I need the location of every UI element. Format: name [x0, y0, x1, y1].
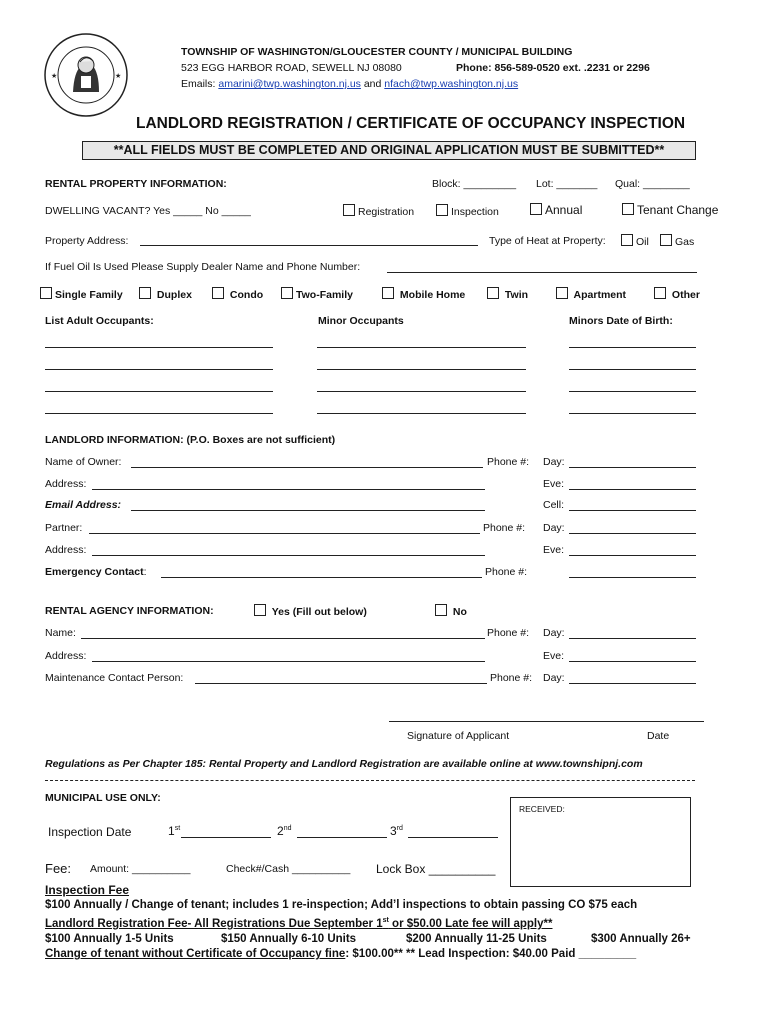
dwelling-vacant-field[interactable]: DWELLING VACANT? Yes _____ No _____ — [45, 205, 251, 217]
inspection-date-3-input[interactable] — [408, 837, 498, 838]
maintenance-day-label: Day: — [543, 672, 565, 684]
agency-yes-option[interactable]: Yes (Fill out below) — [254, 604, 367, 618]
partner-phone-label: Phone #: — [483, 522, 526, 534]
agency-address-label: Address: — [45, 650, 87, 662]
fee-tier-4: $300 Annually 26+ — [591, 933, 691, 945]
duplex-checkbox[interactable] — [139, 287, 151, 299]
owner-name-input[interactable] — [131, 467, 483, 468]
agency-no-checkbox[interactable] — [435, 604, 447, 616]
property-address-input[interactable] — [140, 245, 478, 246]
agency-eve-label: Eve: — [543, 650, 565, 662]
date-label: Date — [647, 730, 670, 742]
tenant-change-option[interactable]: Tenant Change — [622, 203, 718, 217]
fee-tier-1: $100 Annually 1-5 Units — [45, 933, 174, 945]
property-address-label: Property Address: — [45, 235, 129, 247]
type-condo[interactable]: Condo — [212, 287, 263, 301]
email-input[interactable] — [131, 510, 485, 511]
adult-occupants-label: List Adult Occupants: — [45, 315, 154, 327]
emergency-contact-input[interactable] — [161, 577, 482, 578]
township-seal — [43, 32, 129, 118]
svg-text:★: ★ — [115, 73, 122, 80]
fee-label: Fee: — [45, 861, 72, 876]
minor-occupant-input[interactable] — [317, 347, 526, 348]
inspection-date-2[interactable]: 2nd — [277, 824, 292, 838]
owner-address-label: Address: — [45, 478, 87, 490]
check-cash-field[interactable]: Check#/Cash __________ — [226, 863, 351, 875]
two-family-checkbox[interactable] — [281, 287, 293, 299]
type-mobile-home[interactable]: Mobile Home — [382, 287, 465, 301]
type-apartment[interactable]: Apartment — [556, 287, 626, 301]
type-of-heat-label: Type of Heat at Property: — [489, 235, 606, 247]
municipal-use-heading: MUNICIPAL USE ONLY: — [45, 792, 161, 804]
lot-field[interactable]: Lot: _______ — [536, 178, 598, 190]
other-checkbox[interactable] — [654, 287, 666, 299]
owner-cell-label: Cell: — [543, 499, 565, 511]
partner-eve-label: Eve: — [543, 544, 565, 556]
minor-occupant-input[interactable] — [317, 391, 526, 392]
type-other[interactable]: Other — [654, 287, 700, 301]
partner-address-input[interactable] — [92, 555, 485, 556]
adult-occupant-input[interactable] — [45, 369, 273, 370]
owner-day-phone-input[interactable] — [569, 467, 696, 468]
header-phone: Phone: 856-589-0520 ext. .2231 or 2296 — [456, 62, 650, 74]
minor-dob-label: Minors Date of Birth: — [569, 315, 673, 327]
received-label: RECEIVED: — [519, 804, 565, 814]
rental-agency-heading: RENTAL AGENCY INFORMATION: — [45, 605, 214, 617]
mobile-home-checkbox[interactable] — [382, 287, 394, 299]
annual-checkbox[interactable] — [530, 203, 542, 215]
emergency-phone-label: Phone #: — [485, 566, 528, 578]
lock-box-field[interactable]: Lock Box __________ — [376, 862, 496, 876]
oil-checkbox[interactable] — [621, 234, 633, 246]
owner-eve-phone-input[interactable] — [569, 489, 696, 490]
svg-text:★: ★ — [51, 73, 58, 80]
emergency-phone-input[interactable] — [569, 577, 696, 578]
partner-label: Partner: — [45, 522, 83, 534]
minor-occupants-label: Minor Occupants — [318, 315, 404, 327]
registration-fee-line: Landlord Registration Fee- All Registrations Due September 1st or $50.00 Late fee will apply** — [45, 917, 553, 930]
banner: **ALL FIELDS MUST BE COMPLETED AND ORIGINAL APPLICATION MUST BE SUBMITTED** — [82, 141, 696, 160]
agency-name-input[interactable] — [81, 638, 485, 639]
minor-occupant-input[interactable] — [317, 413, 526, 414]
type-duplex[interactable]: Duplex — [139, 287, 192, 301]
maintenance-day-phone-input[interactable] — [569, 683, 696, 684]
minor-dob-input[interactable] — [569, 347, 696, 348]
annual-option[interactable]: Annual — [530, 203, 582, 217]
maintenance-contact-input[interactable] — [195, 683, 487, 684]
adult-occupant-input[interactable] — [45, 391, 273, 392]
single-family-checkbox[interactable] — [40, 287, 52, 299]
block-field[interactable]: Block: _________ — [432, 178, 517, 190]
emergency-contact-label: Emergency Contact: — [45, 566, 147, 578]
signature-label: Signature of Applicant — [407, 730, 510, 742]
apartment-checkbox[interactable] — [556, 287, 568, 299]
minor-dob-input[interactable] — [569, 369, 696, 370]
email-label: Email Address: — [45, 499, 122, 511]
amount-field[interactable]: Amount: __________ — [90, 863, 191, 875]
minor-occupant-input[interactable] — [317, 369, 526, 370]
agency-day-phone-input[interactable] — [569, 638, 696, 639]
owner-eve-label: Eve: — [543, 478, 565, 490]
owner-address-input[interactable] — [92, 489, 485, 490]
header-line1: TOWNSHIP OF WASHINGTON/GLOUCESTER COUNTY / MUNICIPAL BUILDING — [181, 46, 573, 58]
email-link-2[interactable]: nfach@twp.washington.nj.us — [384, 78, 519, 90]
partner-input[interactable] — [89, 533, 480, 534]
partner-address-label: Address: — [45, 544, 87, 556]
form-title: LANDLORD REGISTRATION / CERTIFICATE OF OCCUPANCY INSPECTION — [136, 115, 686, 132]
inspection-date-1-input[interactable] — [181, 837, 271, 838]
maintenance-phone-label: Phone #: — [490, 672, 533, 684]
twin-checkbox[interactable] — [487, 287, 499, 299]
registration-option[interactable]: Registration — [343, 204, 414, 218]
inspection-date-1[interactable]: 1st — [168, 824, 181, 838]
owner-cell-input[interactable] — [569, 510, 696, 511]
inspection-fee-line: $100 Annually / Change of tenant; includes 1 re-inspection; Add’l inspections to obtain passing CO $75 each — [45, 899, 638, 911]
agency-eve-phone-input[interactable] — [569, 661, 696, 662]
inspection-date-label: Inspection Date — [48, 825, 132, 839]
minor-dob-input[interactable] — [569, 413, 696, 414]
qual-field[interactable]: Qual: ________ — [615, 178, 690, 190]
type-two-family[interactable]: Two-Family — [281, 287, 353, 301]
maintenance-contact-label: Maintenance Contact Person: — [45, 672, 184, 684]
regulations-note: Regulations as Per Chapter 185: Rental Property and Landlord Registration are available online at www.townshipnj.com — [45, 758, 643, 770]
type-twin[interactable]: Twin — [487, 287, 528, 301]
owner-phone-label: Phone #: — [487, 456, 530, 468]
signature-input[interactable] — [389, 721, 704, 722]
email-link-1[interactable]: amarini@twp.washington.nj.us — [218, 78, 361, 90]
registration-checkbox[interactable] — [343, 204, 355, 216]
gas-option[interactable]: Gas — [660, 234, 694, 248]
agency-day-label: Day: — [543, 627, 565, 639]
inspection-date-3[interactable]: 3rd — [390, 824, 403, 838]
header-emails: Emails: amarini@twp.washington.nj.us and nfach@twp.washington.nj.us — [181, 78, 519, 90]
condo-checkbox[interactable] — [212, 287, 224, 299]
header-address: 523 EGG HARBOR ROAD, SEWELL NJ 08080 — [181, 62, 402, 74]
received-box — [510, 797, 691, 887]
rental-property-heading: RENTAL PROPERTY INFORMATION: — [45, 178, 227, 190]
landlord-heading: LANDLORD INFORMATION: (P.O. Boxes are not sufficient) — [45, 434, 336, 446]
tenant-change-checkbox[interactable] — [622, 203, 634, 215]
adult-occupant-input[interactable] — [45, 347, 273, 348]
cut-line — [45, 780, 695, 781]
inspection-checkbox[interactable] — [436, 204, 448, 216]
partner-day-label: Day: — [543, 522, 565, 534]
fuel-oil-label: If Fuel Oil Is Used Please Supply Dealer Name and Phone Number: — [45, 261, 361, 273]
gas-checkbox[interactable] — [660, 234, 672, 246]
agency-no-option[interactable]: No — [435, 604, 467, 618]
agency-name-label: Name: — [45, 627, 76, 639]
owner-name-label: Name of Owner: — [45, 456, 122, 468]
fee-tier-2: $150 Annually 6-10 Units — [221, 933, 357, 945]
oil-option[interactable]: Oil — [621, 234, 649, 248]
inspection-option[interactable]: Inspection — [436, 204, 499, 218]
partner-day-phone-input[interactable] — [569, 533, 696, 534]
inspection-date-2-input[interactable] — [297, 837, 387, 838]
owner-day-label: Day: — [543, 456, 565, 468]
agency-yes-checkbox[interactable] — [254, 604, 266, 616]
minor-dob-input[interactable] — [569, 391, 696, 392]
agency-address-input[interactable] — [92, 661, 485, 662]
adult-occupant-input[interactable] — [45, 413, 273, 414]
type-single-family[interactable]: Single Family — [40, 287, 123, 301]
inspection-fee-heading: Inspection Fee — [45, 883, 130, 897]
tenant-change-fine-line: Change of tenant without Certificate of Occupancy fine: $100.00** ** Lead Inspection: $40.00 Paid _________ — [45, 948, 637, 960]
partner-eve-phone-input[interactable] — [569, 555, 696, 556]
fuel-dealer-input[interactable] — [387, 272, 697, 273]
fee-tier-3: $200 Annually 11-25 Units — [406, 933, 547, 945]
agency-phone-label: Phone #: — [487, 627, 530, 639]
